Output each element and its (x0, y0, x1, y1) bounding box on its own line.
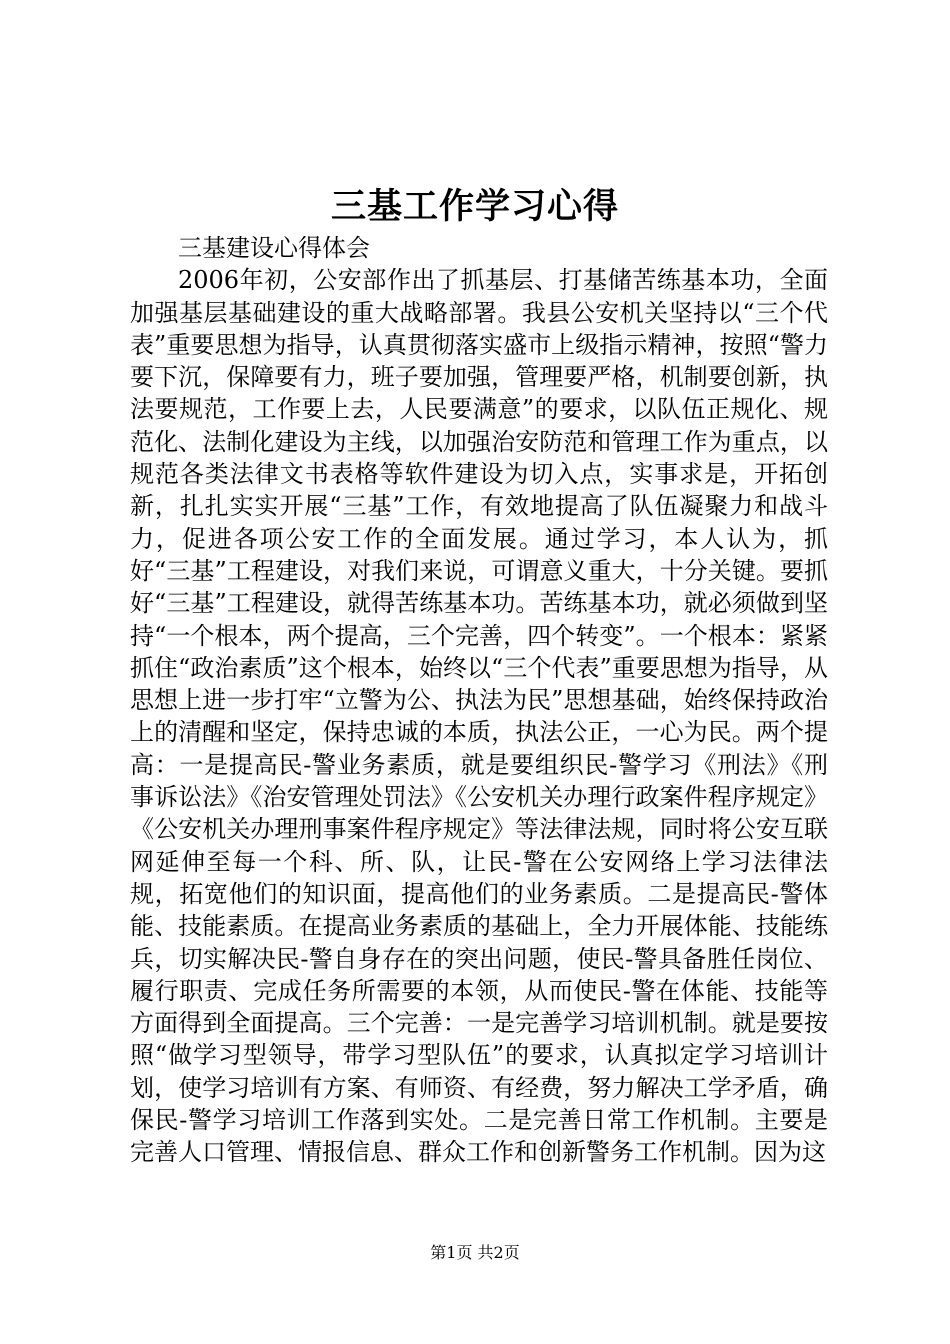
document-body (130, 232, 828, 1169)
body-paragraph: 2006年初，公安部作出了抓基层、打基储苦练基本功，全面加强基层基础建设的重大战略部署。我县公安机关坚持以“三个代表”重要思想为指导，认真贯彻落实盛市上级指示精神，按照“警力要下沉，保障要有力，班子要加强，管理要严格，机制要创新，执法要规范，工作要上去，人民要满意”的要求，以队伍正规化、规范化、法制化建设为主线，以加强治安防范和管理工作为重点，以规范各类法律文书表格等软件建设为切入点，实事求是，开拓创新，扎扎实实开展“三基”工作，有效地提高了队伍凝聚力和战斗力，促进各项公安工作的全面发展。通过学习，本人认为，抓好“三基”工程建设，对我们来说，可谓意义重大，十分关键。要抓好“三基”工程建设，就得苦练基本功。苦练基本功，就必须做到坚持“一个根本，两个提高，三个完善，四个转变”。一个根本：紧紧抓住“政治素质”这个根本，始终以“三个代表”重要思想为指导，从思想上进一步打牢“立警为公、执法为民”思想基础，始终保持政治上的清醒和坚定，保持忠诚的本质，执法公正，一心为民。两个提高：一是提高民-警业务素质，就是要组织民-警学习《刑法》《刑事诉讼法》《治安管理处罚法》《公安机关办理行政案件程序规定》《公安机关办理刑事案件程序规定》等法律法规，同时将公安互联网延伸至每一个科、所、队，让民-警在公安网络上学习法律法规，拓宽他们的知识面，提高他们的业务素质。二是提高民-警体能、技能素质。在提高业务素质的基础上，全力开展体能、技能练兵，切实解决民-警自身存在的突出问题，使民-警具备胜任岗位、履行职责、完成任务所需要的本领，从而使民-警在体能、技能等方面得到全面提高。三个完善：一是完善学习培训机制。就是要按照“做学习型领导，带学习型队伍”的要求，认真拟定学习培训计划，使学习培训有方案、有师资、有经费，努力解决工学矛盾，确保民-警学习培训工作落到实处。二是完善日常工作机制。主要是完善人口管理、情报信息、群众工作和创新警务工作机制。因为这 (130, 266, 828, 1167)
document-subtitle: 三基建设心得体会 (178, 234, 370, 262)
page-footer: 第1页 共2页 (430, 1243, 520, 1262)
document-title: 三基工作学习心得 (330, 186, 619, 227)
